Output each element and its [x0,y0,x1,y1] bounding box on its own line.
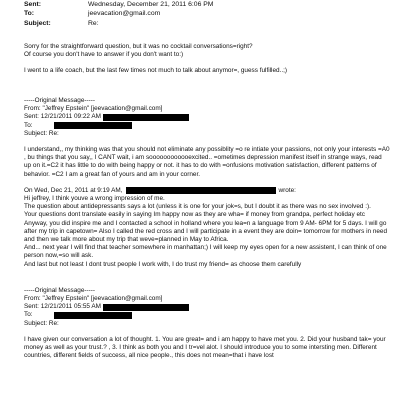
sent-value: Wednesday, December 21, 2011 6:06 PM [88,0,214,8]
original-to-label: To: [24,121,33,129]
subject-label: Subject: [24,19,51,27]
reply-line-2: Of course you don't have to answer if you don't want to:) [24,50,184,58]
redaction-box [103,114,189,121]
original-from: From: "Jeffrey Epstein" [jeevacation@gmail.com] [24,295,163,303]
original-subject: Subject: Re: [24,319,59,327]
wrote-suffix: wrote: [278,186,296,194]
original-divider: -----Original Message----- [24,286,96,294]
quoted-line-3: Your questions dont translate easily in saying Im happy now as they are wha= if money from grandpa, perfect holiday etc Anyway, you did inspire me and I contacted a school in holland where you lea=n a language from 9 AM- 6PM for 5 days. I will go after my trip in capetown= Also I called the red cross and I will participate in a event they are doin= tomorrow for mothers in need and then we talk more about my trip that weve=planned in May to Africa. [24,211,388,244]
to-row [24,10,390,20]
email-header [24,0,390,29]
to-label: To: [24,10,35,18]
quoted-line-5: And last but not least I dont trust people I work with, I do trust my friend= as choose them carefully [24,260,302,268]
subject-row [24,19,390,29]
sent-label: Sent: [24,0,41,8]
original-sent: Sent: 12/21/2011 09:22 AM [24,113,101,121]
quoted-message [24,187,390,269]
original-1-body: I understand,, my thinking was that you should not eliminate any possiblity =o re intiate your passions, not only your interests =A0 , bu things that you say,, I CANT wait, i am soooooooooooexcited.. =ometimes depression manifest itself in strange ways, read up on it.=C2 it has little to do with being happy or not. it has to do with =onfusions motivation satisfaction, different patterns of behavior. =C2 I am a great fan of yours and am in your corner. [24,146,390,178]
reply-line-1: Sorry for the straightforward question, but it was no cocktail conversations=right? [24,42,253,50]
redaction-box [54,312,132,319]
subject-value: Re: [88,19,99,27]
original-2-body: I have given our conversation a lot of thought. 1. You are great= and i am happy to have met you. 2. Did your husband tak= your money as well as your trust.? , 3. I think as both you and I tr=vel alot. I should introduce you to some intersting men. Different countries, different fields of success, all nice people., this does not mean=that i have lost [24,335,386,360]
reply-line-3: I went to a life coach, but the last few times not much to talk about anymor=, guess fulfilled..;) [24,66,288,74]
original-message-2-header [24,287,390,328]
original-subject: Subject: Re: [24,129,59,137]
wrote-prefix: On Wed, Dec 21, 2011 at 9:19 AM, [24,186,123,194]
original-divider: -----Original Message----- [24,97,96,105]
quoted-line-1: Hi jeffrey, I think youve a wrong impression of me. [24,195,165,203]
original-to-label: To: [24,311,33,319]
redaction-box [103,304,189,311]
wrote-line [24,187,390,195]
original-sent: Sent: 12/21/2011 05:55 AM [24,303,101,311]
original-message-1-header [24,97,390,138]
quoted-line-2: The question about antidepressants says a lot (unless it is one for your jok=s, but I doubt it as there was no sex involved :). [24,203,371,211]
redaction-box [54,122,132,129]
original-from: From: "Jeffrey Epstein" [jeevacation@gmail.com] [24,105,163,113]
sent-row [24,0,390,10]
to-value: jeevacation@gmail.com [88,10,161,18]
redaction-box [126,187,276,194]
quoted-line-4: And... next year I will find that teacher somewhere in manhattan;) I will keep my eyes open for a new assistent, I can think of one person now,=so will ask. [24,244,387,260]
